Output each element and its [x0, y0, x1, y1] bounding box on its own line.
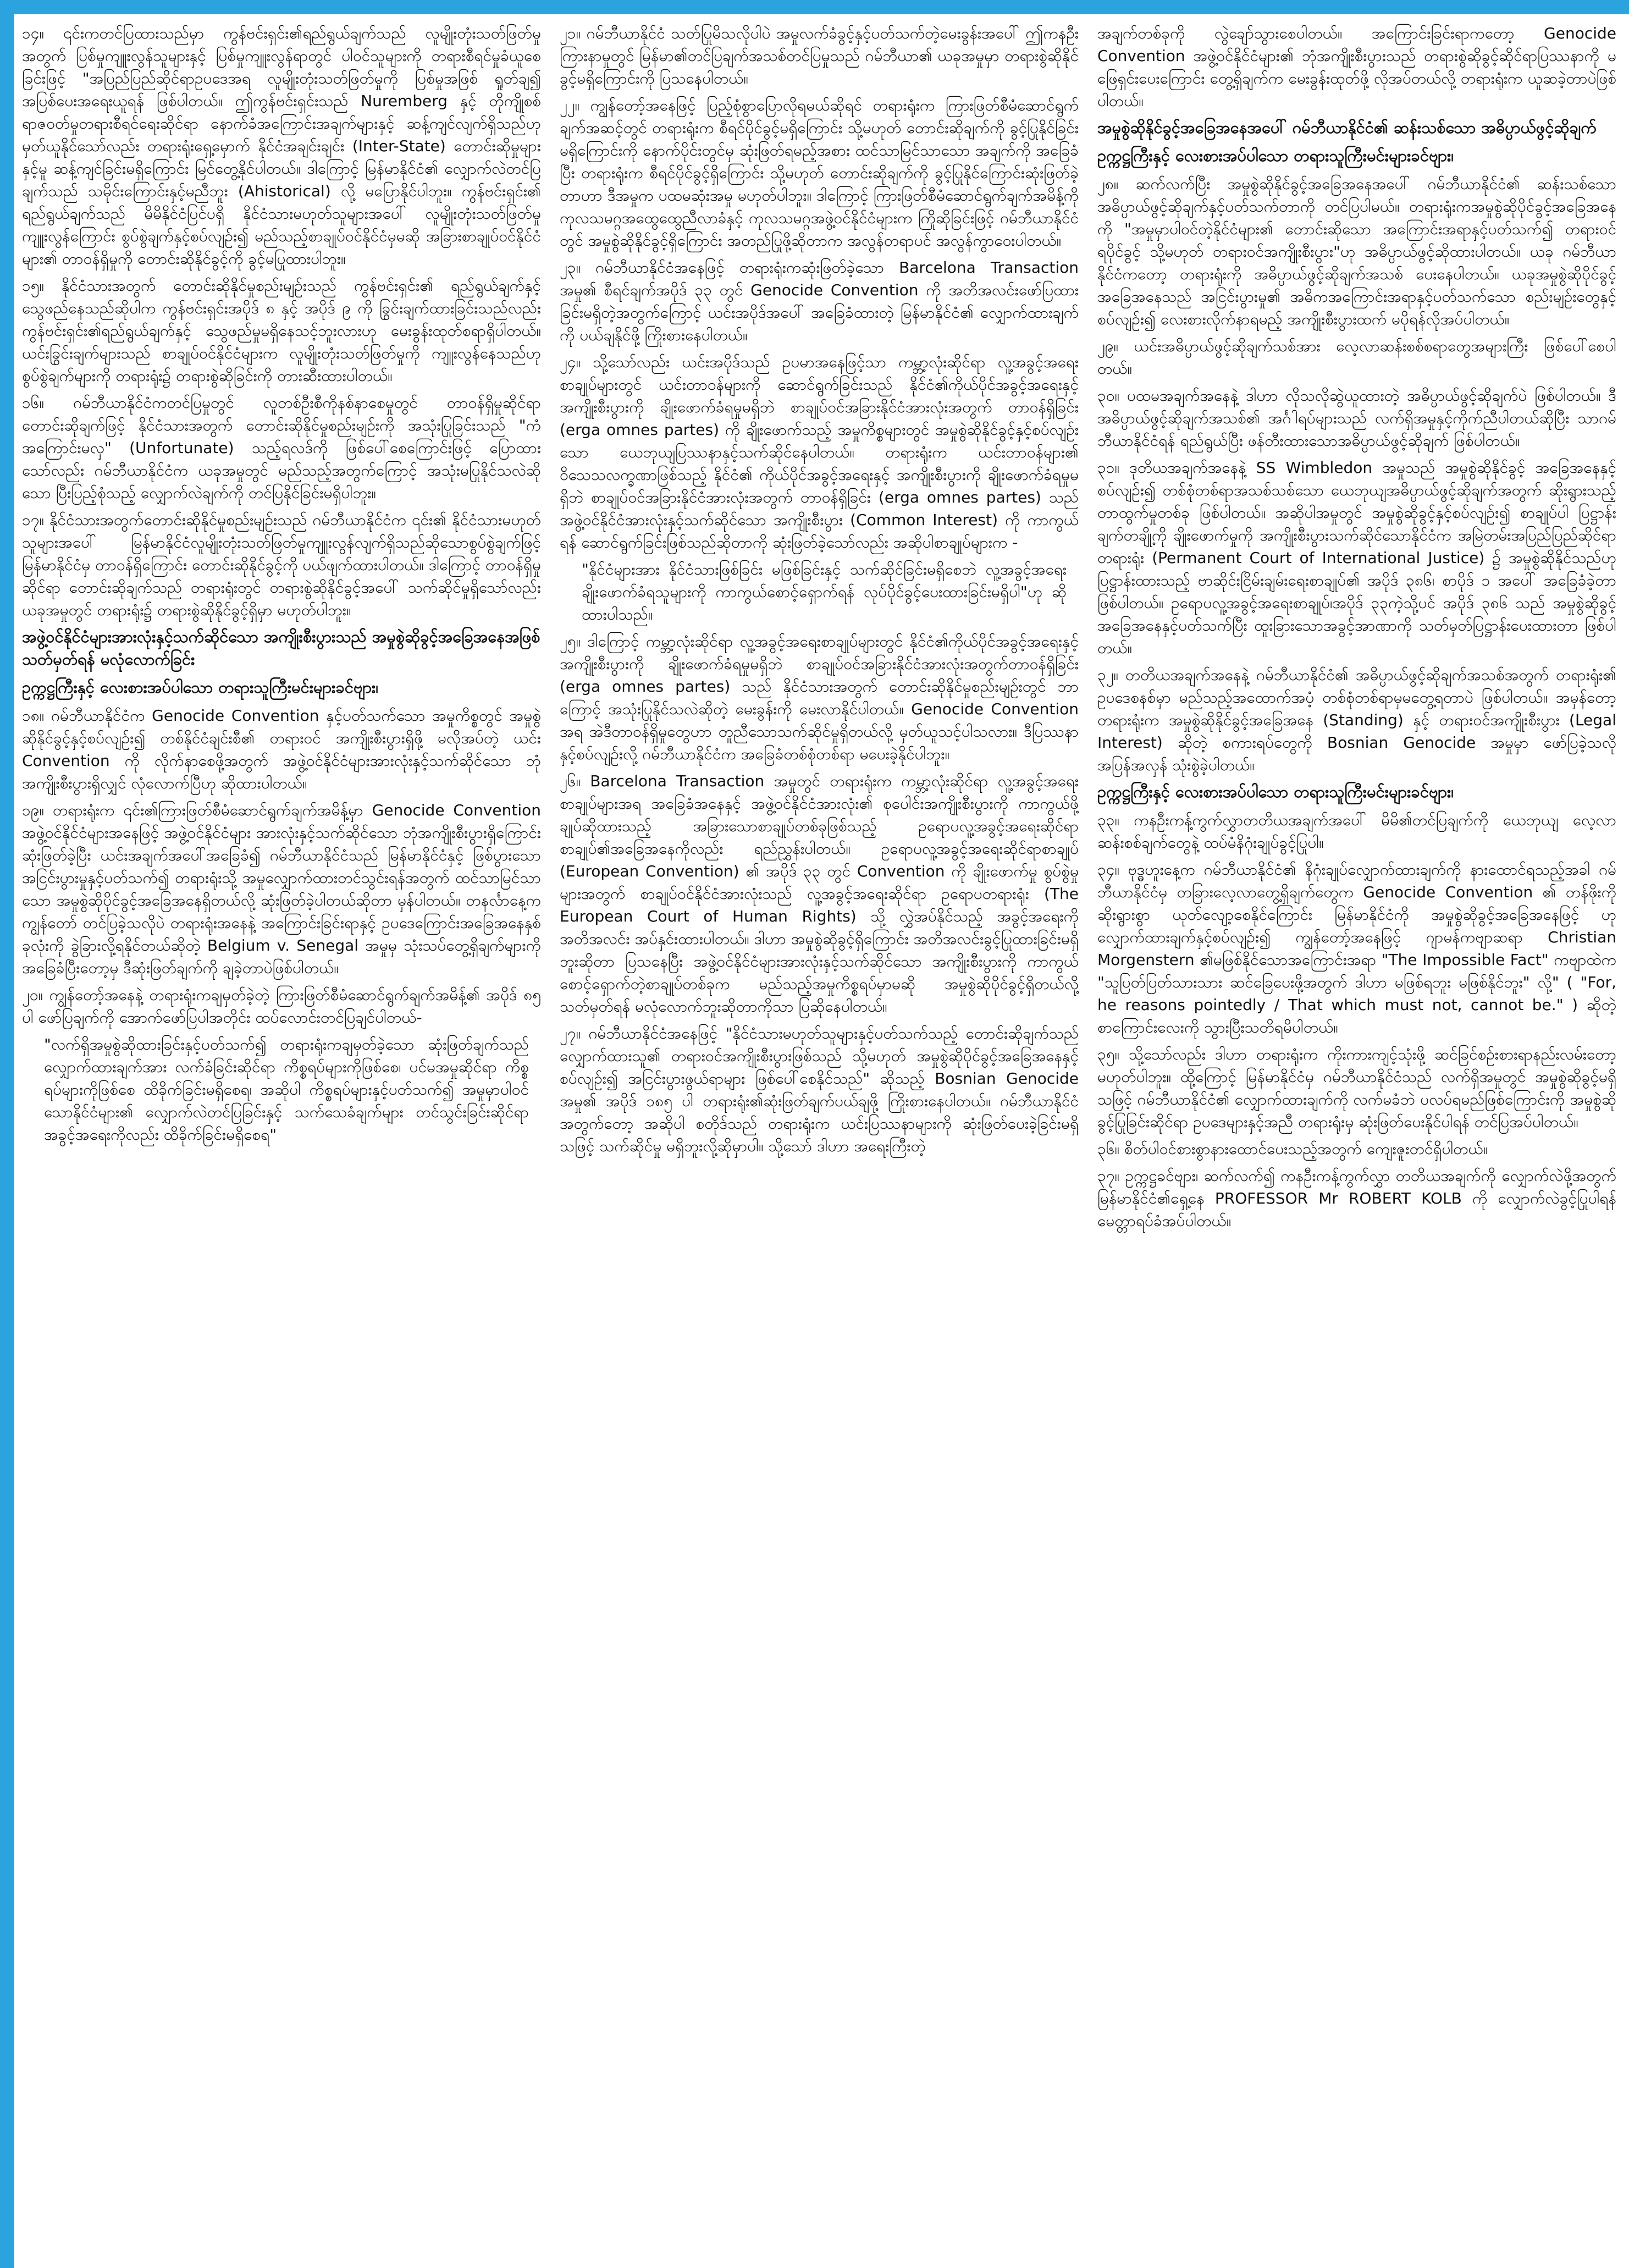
paragraph: ၂၁။ ဂမ်ဘီယာနိုင်ငံ သတ်ပြုမိသလိုပါပဲ အမှုလက်ခံခွင့်နှင့်ပတ်သက်တဲ့မေးခွန်းအပေါ် ဤကနဦးကြားနာမှုတွင် မြန်မာ၏တင်ပြချက်အသစ်တင်ပြမှုသည် ဂမ်ဘီယာ၏ ယခုအမှုမှာ တရားစွဲဆိုနိုင်ခွင့်မရှိကြောင်းကို ပြသနေပါတယ်။: [560, 24, 1079, 87]
paragraph: အချက်တစ်ခုကို လွဲချော်သွားစေပါတယ်။ အကြောင်းခြင်းရာကတော့ Genocide Convention အဖွဲ့ဝင်နိုင်ငံများ၏ ဘုံအကျိုးစီးပွားသည် တရားစွဲဆိုခွင့်ဆိုင်ရာပြဿနာကို မဖြေရှင်းပေးကြောင်း တွေ့ရှိချက်က မေးခွန်းထုတ်ဖို့ လိုအပ်တယ်လို့ တရားရုံးက ယူဆခဲ့တာပဲဖြစ်ပါတယ်။: [1097, 24, 1616, 110]
section-heading: အမှုစွဲဆိုနိုင်ခွင့်အခြေအနေအပေါ် ဂမ်ဘီယာနိုင်ငံ၏ ဆန်းသစ်သော အဓိပ္ပာယ်ဖွင့်ဆိုချက်: [1097, 118, 1597, 137]
paragraph: ၂၅။ ဒါကြောင့် ကမ္ဘာ့လုံးဆိုင်ရာ လူ့အခွင့်အရေးစာချုပ်များတွင် နိုင်ငံ၏ကိုယ်ပိုင်အခွင့်အရေးနှင့် အကျိုးစီးပွားကို ချိုးဖောက်ခံရမှုမရှိဘဲ စာချုပ်ဝင်အခြားနိုင်ငံအားလုံးအတွက်တာဝန်ရှိခြင်း (erga omnes partes) သည် နိုင်ငံသားအတွက် တောင်းဆိုနိုင်မှုစည်းမျဉ်းတွင် ဘာကြောင့် အသုံးပြုနိုင်သလဲဆိုတဲ့ မေးခွန်းကို မေးလာနိုင်ပါတယ်။ Genocide Convention အရ အဲဒီတာဝန်ရှိမှုတွေဟာ တူညီသောသက်ဆိုင်မှုရှိတယ်လို့ မှတ်ယူသင့်ပါသလား။ ဒီပြဿနာနှင့်စပ်လျဉ်းလို့ ဂမ်ဘီယာနိုင်ငံက အခြေခံတစ်စုံတစ်ရာ မပေးခဲ့နိုင်ပါဘူး။: [560, 632, 1079, 763]
top-accent-bar: [0, 0, 1629, 14]
paragraph: ၃၂။ တတိယအချက်အနေနဲ့ ဂမ်ဘီယာနိုင်ငံ၏ အဓိပ္ပာယ်ဖွင့်ဆိုချက်အသစ်အတွက် တရားရုံး၏ ဥပဒေစနစ်မှာ မည်သည့်အထောက်အပံ့ တစ်စုံတစ်ရာမှမတွေ့ရတာပဲ ဖြစ်ပါတယ်။ အမှန်တော့ တရားရုံးက အမှုစွဲဆိုနိုင်ခွင့်အခြေအနေ (Standing) နှင့် တရားဝင်အကျိုးစီးပွား (Legal Interest) ဆိုတဲ့ စကားရပ်တွေကို Bosnian Genocide အမှုမှာ ဖော်ပြခဲ့သလို အပြန်အလှန် သုံးစွဲခဲ့ပါတယ်။: [1097, 666, 1616, 774]
paragraph: ၃၄။ ဗုဒ္ဓဟူးနေ့က ဂမ်ဘီယာနိုင်ငံ၏ နိဂုံးချုပ်လျှောက်ထားချက်ကို နားထောင်ရသည့်အခါ ဂမ်ဘီယာနိုင်ငံမှ တခြားလေ့လာတွေ့ရှိချက်တွေက Genocide Convention ၏ တန်ဖိုးကို ဆိုးရွားစွာ ယုတ်လျော့စေနိုင်ကြောင်း မြန်မာနိုင်ငံကို အမှုစွဲဆိုခွင့်အခြေအနေဖြင့် ဟု လျှောက်ထားချက်နှင့်စပ်လျဉ်း၍ ကျွန်တော့်အနေဖြင့် ဂျာမန်ကဗျာဆရာ Christian Morgenstern ၏မဖြစ်နိုင်သောအကြောင်းအရာ "The Impossible Fact" ကဗျာထဲက "သူပြတ်ပြတ်သားသား ဆင်ခြေပေးဖို့အတွက် ဒါဟာ မဖြစ်ရဘူး မဖြစ်နိုင်ဘူး" လို့" ( "For, he reasons pointedly / That which must not, cannot be." ) ဆိုတဲ့ စာကြောင်းလေးကို သွားပြီးသတိရမိပါတယ်။: [1097, 860, 1616, 1036]
text-column-1: [22, 22, 541, 2260]
paragraph: ၃၀။ ပထမအချက်အနေနဲ့ ဒါဟာ လိုသလိုဆွဲယူထားတဲ့ အဓိပ္ပာယ်ဖွင့်ဆိုချက်ပဲ ဖြစ်ပါတယ်။ ဒီအဓိပ္ပာယ်ဖွင့်ဆိုချက်အသစ်၏ အင်္ဂါရပ်များသည် လက်ရှိအမှုနှင့်ကိုက်ညီပါတယ်ဆိုပြီး သာဂမ်ဘီယာနိုင်ငံရန် ရည်ရွယ်ပြီး ဖန်တီးထားသောအဓိပ္ပာယ်ဖွင့်ဆိုချက် ဖြစ်ပါတယ်။: [1097, 387, 1616, 450]
paragraph: ၂၃။ ဂမ်ဘီယာနိုင်ငံအနေဖြင့် တရားရုံးကဆုံးဖြတ်ခဲ့သော Barcelona Transaction အမှု၏ စီရင်ချက်အပိုဒ် ၃၃ တွင် Genocide Convention ကို အတိအလင်းဖော်ပြထားခြင်းမရှိတဲ့အတွက်ကြောင့် ယင်းအပိုဒ်အပေါ် အခြေခံထားတဲ့ မြန်မာနိုင်ငံ၏ လျှောက်ထားချက်ကို ပယ်ချနိုင်ဖို့ ကြိုးစားနေပါတယ်။: [560, 258, 1079, 344]
paragraph: ၁၄။ ၎င်းကတင်ပြထားသည်မှာ ကွန်ဗင်းရှင်း၏ရည်ရွယ်ချက်သည် လူမျိုးတုံးသတ်ဖြတ်မှုအတွက် ပြစ်မှုကျူးလွန်သူများနှင့် ပြစ်မှုကျူးလွန်ရာတွင် ပါဝင်သူများကို တရားစီရင်မှုခံယူစေခြင်းဖြင့် "အပြည်ပြည်ဆိုင်ရာဥပဒေအရ လူမျိုးတုံးသတ်ဖြတ်မှုကို ပြစ်မှုအဖြစ် ရှုတ်ချ၍ အပြစ်ပေးအရေးယူရန် ဖြစ်ပါတယ်။ ဤကွန်ဗင်းရှင်းသည် Nuremberg နှင့် တိုကျိုစစ်ရာဇဝတ်မှုတရားစီရင်ရေးဆိုင်ရာ နောက်ခံအကြောင်းအချက်များနှင့် ဆန့်ကျင်လျက်ရှိသည်ဟု မှတ်ယူနိုင်သော်လည်း တရားရုံးရှေ့မှောက် နိုင်ငံအချင်းချင်း (Inter-State) တောင်းဆိုမှုများနှင့်မူ ဆန့်ကျင်ခြင်းမရှိကြောင်း မြင်တွေ့နိုင်ပါတယ်။ ဒါကြောင့် မြန်မာနိုင်ငံ၏ လျှောက်လဲတင်ပြချက်သည် သမိုင်းကြောင်းနှင့်မညီဘူး (Ahistorical) လို့ မပြောနိုင်ပါဘူး။ ကွန်ဗင်းရှင်း၏ ရည်ရွယ်ချက်သည် မိမိနိုင်ငံပြင်ပရှိ နိုင်ငံသားမဟုတ်သူများအပေါ် လူမျိုးတုံးသတ်ဖြတ်မှုကျူးလွန်ကြောင်း စွပ်စွဲချက်နှင့်စပ်လျဉ်း၍ မည်သည့်စာချုပ်ဝင်နိုင်ငံမှမဆို အခြားစာချုပ်ဝင်နိုင်ငံများ၏ တာဝန်ရှိမှုကို တောင်းဆိုနိုင်ခွင့်ကို ခွင့်မပြုထားပါဘူး။: [22, 24, 541, 268]
paragraph: ၁၉။ တရားရုံးက ၎င်း၏ကြားဖြတ်စီမံဆောင်ရွက်ချက်အမိန့်မှာ Genocide Convention အဖွဲ့ဝင်နိုင်ငံများအနေဖြင့် အဖွဲ့ဝင်နိုင်ငံများ အားလုံးနှင့်သက်ဆိုင်သော ဘုံအကျိုးစီးပွားရှိကြောင်း ဆုံးဖြတ်ခဲ့ပြီး ယင်းအချက်အပေါ်အခြေခံ၍ ဂမ်ဘီယာနိုင်ငံသည် မြန်မာနိုင်ငံနှင့် ဖြစ်ပွားသော အငြင်းပွားမှုနှင့်ပတ်သက်၍ တရားရုံးသို့ အမှုလျှောက်ထားတင်သွင်းရန်အတွက် ထင်သာမြင်သာသော အမှုစွဲဆိုပိုင်ခွင့်အခြေအနေရှိတယ်လို့ ဆုံးဖြတ်ခဲ့ပါတယ်ဆိုတာ မှန်ပါတယ်။ တနင်္လာနေ့က ကျွန်တော် တင်ပြခဲ့သလိုပဲ တရားရုံးအနေနဲ့ အကြောင်းခြင်းရာနှင့် ဥပဒေကြောင်းအခြေအနေနှစ်ခုလုံးကို ခွဲခြားလို့ရနိုင်တယ်ဆိုတဲ့ Belgium v. Senegal အမှုမှ သုံးသပ်တွေ့ရှိချက်များကို အခြေခံပြီးတော့မှ ဒီဆုံးဖြတ်ချက်ကို ချခဲ့တာပဲဖြစ်ပါတယ်။: [22, 801, 541, 977]
paragraph: ၃၇။ ဥက္ကဋ္ဌခင်ဗျား၊ ဆက်လက်၍ ကနဦးကန့်ကွက်လွှာ တတိယအချက်ကို လျှောက်လဲဖို့အတွက် မြန်မာနိုင်ငံ၏ရှေ့နေ PROFESSOR Mr ROBERT KOLB ကို လျှောက်လဲခွင့်ပြုပါရန် မေတ္တာရပ်ခံအပ်ပါတယ်။: [1097, 1167, 1616, 1230]
paragraph: ၂၈။ ဆက်လက်ပြီး အမှုစွဲဆိုနိုင်ခွင့်အခြေအနေအပေါ် ဂမ်ဘီယာနိုင်ငံ၏ ဆန်းသစ်သော အဓိပ္ပာယ်ဖွင့်ဆိုချက်နှင့်ပတ်သက်တာကို တင်ပြပါမယ်။ တရားရုံးကအမှုစွဲဆိုပိုင်ခွင့်အခြေအနေကို "အမှုမှာပါဝင်တဲ့နိုင်ငံများ၏ တောင်းဆိုသော အကြောင်းအရာနှင့်ပတ်သက်၍ တရားဝင်ရပိုင်ခွင့် သို့မဟုတ် တရားဝင်အကျိုးစီးပွား"ဟု အဓိပ္ပာယ်ဖွင့်ဆိုထားပါတယ်။ ယခု ဂမ်ဘီယာနိုင်ငံကတော့ တရားရုံးကို အဓိပ္ပာယ်ဖွင့်ဆိုချက်အသစ် ပေးနေပါတယ်။ ယခုအမှုစွဲဆိုပိုင်ခွင့်အခြေအနေသည် အငြင်းပွားမှု၏ အဓိကအကြောင်းအရာနှင့်ပတ်သက်သော စည်းမျဉ်းတွေနှင့်စပ်လျဉ်း၍ လေးစားလိုက်နာရမည့် အကျိုးစီးပွားထက် မပိုရန်လိုအပ်ပါတယ်။: [1097, 175, 1616, 328]
section-heading: ဥက္ကဋ္ဌကြီးနှင့် လေးစားအပ်ပါသော တရားသူကြီးမင်းများခင်ဗျား၊: [1097, 146, 1454, 165]
paragraph: ၂၆။ Barcelona Transaction အမှုတွင် တရားရုံးက ကမ္ဘာ့လုံးဆိုင်ရာ လူ့အခွင့်အရေးစာချုပ်များအရ အခြေခံအနေနှင့် အဖွဲ့ဝင်နိုင်ငံအားလုံး၏ စုပေါင်းအကျိုးစီးပွားကို ကာကွယ်ဖို့ ချုပ်ဆိုထားသည့် အခြားသောစာချုပ်တစ်ခုဖြစ်သည့် ဥရောပလူ့အခွင့်အရေးဆိုင်ရာ စာချုပ်၏အခြေအနေကိုလည်း ရည်ညွှန်းပါတယ်။ ဥရောပလူ့အခွင့်အရေးဆိုင်ရာစာချုပ် (European Convention) ၏ အပိုဒ် ၃၃ တွင် Convention ကို ချိုးဖောက်မှု စွပ်စွဲမှုများအတွက် စာချုပ်ဝင်နိုင်ငံအားလုံးသည် လူ့အခွင့်အရေးဆိုင်ရာ ဥရောပတရားရုံး (The European Court of Human Rights) သို့ လွှဲအပ်နိုင်သည့် အခွင့်အရေးကို အတိအလင်း အပ်နှင်းထားပါတယ်။ ဒါဟာ အမှုစွဲဆိုခွင့်ရှိကြောင်း အတိအလင်းခွင့်ပြုထားခြင်းမရှိဘူးဆိုတာ ပြသနေပြီး အဖွဲ့ဝင်နိုင်ငံများအားလုံးနှင့်သက်ဆိုင်သော အကျိုးစီးပွားကို ကာကွယ်စောင့်ရှောက်တဲ့စာချုပ်တစ်ခုက မည်သည့်အမှုကိစ္စရပ်မှာမဆို အမှုစွဲဆိုပိုင်ခွင့်ရှိတယ်လို့ သတ်မှတ်ရန် မလုံလောက်ဘူးဆိုတာကိုသာ ပြဆိုနေပါတယ်။: [560, 772, 1079, 1016]
text-column-3: [1097, 22, 1616, 2260]
paragraph: ၂၄။ သို့သော်လည်း ယင်းအပိုဒ်သည် ဥပမာအနေဖြင့်သာ ကမ္ဘာ့လုံးဆိုင်ရာ လူ့အခွင့်အရေးစာချုပ်များတွင် ယင်းတာဝန်များကို ဆောင်ရွက်ခြင်းသည် နိုင်ငံ၏ကိုယ်ပိုင်အခွင့်အရေးနှင့် အကျိုးစီးပွားကို ချိုးဖောက်ခံရမှုမရှိဘဲ စာချုပ်ဝင်အခြားနိုင်ငံအားလုံးအတွက် တာဝန်ရှိခြင်း (erga omnes partes) ကို ချိုးဖောက်သည့် အမှုကိစ္စများတွင် အမှုစွဲဆိုနိုင်ခွင့်နှင့်စပ်လျဉ်းသော ယေဘုယျပြဿနာနှင့်သက်ဆိုင်နေပါတယ်။ တရားရုံးက ယင်းတာဝန်များ၏ ဝိသေသလက္ခဏာဖြစ်သည့် နိုင်ငံ၏ ကိုယ်ပိုင်အခွင့်အရေးနှင့် အကျိုးစီးပွားကို ချိုးဖောက်ခံရမှုမရှိဘဲ စာချုပ်ဝင်အခြားနိုင်ငံအားလုံးအတွက် တာဝန်ရှိခြင်း (erga omnes partes) သည် အဖွဲ့ဝင်နိုင်ငံအားလုံးနှင့်သက်ဆိုင်သော အကျိုးစီးပွား (Common Interest) ကို ကာကွယ်ရန် ဆောင်ရွက်ခြင်းဖြစ်သည်ဆိုတာကို ဆုံးဖြတ်ခဲ့သော်လည်း အဆိုပါစာချုပ်များက -: [560, 353, 1079, 551]
document-page: [22, 22, 1616, 2260]
block-quote: "နိုင်ငံများအား နိုင်ငံသားဖြစ်ခြင်း မဖြစ်ခြင်းနှင့် သက်ဆိုင်ခြင်းမရှိစေဘဲ လူ့အခွင့်အရေးချိုးဖောက်ခံရသူများကို ကာကွယ်စောင့်ရှောက်ရန် လုပ်ပိုင်ခွင့်ပေးထားခြင်းမရှိပါ"ဟု ဆိုထားပါသည်။: [582, 560, 1067, 623]
paragraph: ၃၁။ ဒုတိယအချက်အနေနဲ့ SS Wimbledon အမှုသည် အမှုစွဲဆိုနိုင်ခွင့် အခြေအနေနှင့်စပ်လျဉ်း၍ တစ်စုံတစ်ရာအသစ်သစ်သော ယေဘုယျအဓိပ္ပာယ်ဖွင့်ဆိုချက်အတွက် ဆိုးရွားသည့် တာထွက်မှုတစ်ခု ဖြစ်ပါတယ်။ အဆိုပါအမှုတွင် အမှုစွဲဆိုခွင့်နှင့်စပ်လျဉ်း၍ စာချုပ်ပါ ပြဋ္ဌာန်းချက်တချို့ကို ချိုးဖောက်မှုကို အကျိုးစီးပွားသက်ဆိုင်သောနိုင်ငံက အမြဲတမ်းအပြည်ပြည်ဆိုင်ရာတရားရုံး (Permanent Court of International Justice) ၌ အမှုစွဲဆိုနိုင်သည်ဟု ပြဋ္ဌာန်းထားသည့် ဗာဆိုင်းငြိမ်းချမ်းရေးစာချုပ်၏ အပိုဒ် ၃၈၆၊ စာပိုဒ် ၁ အပေါ် အခြေခံခဲ့တာ ဖြစ်ပါတယ်။ ဥရောပလူ့အခွင့်အရေးစာချုပ်၊အပိုဒ် ၃၃ကဲ့သို့ပင် အပိုဒ် ၃၈၆ သည် အမှုစွဲဆိုခွင့်အခြေအနေနှင့်ပတ်သက်ပြီး ထူးခြားသောအခွင့်အာဏာကို သတ်မှတ်ပြဋ္ဌာန်းပေးထားတာ ဖြစ်ပါတယ်။: [1097, 459, 1616, 657]
section-heading: ဥက္ကဋ္ဌကြီးနှင့် လေးစားအပ်ပါသော တရားသူကြီးမင်းများခင်ဗျား၊: [22, 678, 378, 697]
block-quote: "လက်ရှိအမှုစွဲဆိုထားခြင်းနှင့်ပတ်သက်၍ တရားရုံးကချမှတ်ခဲ့သော ဆုံးဖြတ်ချက်သည် လျှောက်ထားချက်အား လက်ခံခြင်းဆိုင်ရာ ကိစ္စရပ်များကိုဖြစ်စေ၊ ပင်မအမှုဆိုင်ရာ ကိစ္စရပ်များကိုဖြစ်စေ ထိခိုက်ခြင်းမရှိစေရ၊ အဆိုပါ ကိစ္စရပ်များနှင့်ပတ်သက်၍ အမှုမှာပါဝင်သောနိုင်ငံများ၏ လျှောက်လဲတင်ပြခြင်းနှင့် သက်သေခံချက်များ တင်သွင်းခြင်းဆိုင်ရာ အခွင့်အရေးကိုလည်း ထိခိုက်ခြင်းမရှိစေရ": [44, 1035, 529, 1144]
paragraph: ၂၇။ ဂမ်ဘီယာနိုင်ငံအနေဖြင့် "နိုင်ငံသားမဟုတ်သူများနှင့်ပတ်သက်သည့် တောင်းဆိုချက်သည် လျှောက်ထားသူ၏ တရားဝင်အကျိုးစီးပွားဖြစ်သည် သို့မဟုတ် အမှုစွဲဆိုပိုင်ခွင့်အခြေအနေနှင့်စပ်လျဉ်း၍ အငြင်းပွားဖွယ်ရာများ ဖြစ်ပေါ်စေနိုင်သည်" ဆိုသည့် Bosnian Genocide အမှု၏ အပိုဒ် ၁၈၅ ပါ တရားရုံး၏ဆုံးဖြတ်ချက်ပယ်ချဖို့ ကြိုးစားနေပါတယ်။ ဂမ်ဘီယာနိုင်ငံအတွက်တော့ အဆိုပါ စတိုဒ်သည် တရားရုံးက ယင်းပြဿနာများကို ဆုံးဖြတ်ပေးခဲ့ခြင်းမရှိသဖြင့် သက်ဆိုင်မှု မရှိဘူးလို့ဆိုမှာပါ။ သို့သော် ဒါဟာ အရေးကြီးတဲ့: [560, 1024, 1079, 1155]
paragraph: ၃၃။ ကနဦးကန့်ကွက်လွှာတတိယအချက်အပေါ် မိမိ၏တင်ပြချက်ကို ယေဘုယျ လေ့လာဆန်းစစ်ချက်တွေနဲ့ ထပ်မံနိဂုံးချုပ်ခွင့်ပြုပါ။: [1097, 811, 1616, 852]
paragraph: ၁၅။ နိုင်ငံသားအတွက် တောင်းဆိုနိုင်မှုစည်းမျဉ်းသည် ကွန်ဗင်းရှင်း၏ ရည်ရွယ်ချက်နှင့် သွေဖည်နေသည်ဆိုပါက ကွန်ဗင်းရှင်းအပိုဒ် ၈ နှင့် အပိုဒ် ၉ ကို ခြွင်းချက်ထားခြင်းသည်လည်း ကွန်ဗင်းရှင်း၏ရည်ရွယ်ချက်နှင့် သွေဖည်မှုမရှိနေသင့်ဘူးလားဟု မေးခွန်းထုတ်စရာရှိပါတယ်။ ယင်းခြွင်းချက်များသည် စာချုပ်ဝင်နိုင်ငံများက လူမျိုးတုံးသတ်ဖြတ်မှုကို ကျူးလွန်နေသည်ဟု စွပ်စွဲချက်များကို တရားရုံး၌ တရားစွဲဆိုခြင်းကို တားဆီးထားပါတယ်။: [22, 277, 541, 385]
text-column-2: [560, 22, 1079, 2260]
paragraph: ၂၂။ ကျွန်တော့်အနေဖြင့် ပြည့်စုံစွာပြောလိုရမယ်ဆိုရင် တရားရုံးက ကြားဖြတ်စီမံဆောင်ရွက်ချက်အဆင့်တွင် တရားရုံးက စီရင်ပိုင်ခွင့်မရှိကြောင်း သို့မဟုတ် တောင်းဆိုချက်ကို ခွင့်ပြုနိုင်ခြင်း မရှိကြောင်းကို နောက်ပိုင်းတွင်မှ ဆုံးဖြတ်ရမည့်အစား ထင်သာမြင်သာသော အချက်ကို အခြေခံပြီး တရားရုံးက စီရင်ပိုင်ခွင့်ရှိကြောင်း သို့မဟုတ် တောင်းဆိုချက်ကို ခွင့်ပြုနိုင်ကြောင်းဆုံးဖြတ်ခဲ့တာဟာ ဒီအမှုက ပထမဆုံးအမှု မဟုတ်ပါဘူး။ ဒါကြောင့် ကြားဖြတ်စီမံဆောင်ရွက်ချက်အမိန့်ကို ကုလသမဂ္ဂအထွေထွေညီလာခံနှင့် ကုလသမဂ္ဂအဖွဲ့ဝင်နိုင်ငံများက ကြိုဆိုခြင်းဖြင့် ဂမ်ဘီယာနိုင်ငံတွင် အမှုစွဲဆိုနိုင်ခွင့်ရှိကြောင်း အတည်ပြုဖို့ဆိုတာက အလွန်တရာပင် အလွန်ကွာဝေးပါတယ်။: [560, 96, 1079, 250]
section-heading: အဖွဲ့ဝင်နိုင်ငံများအားလုံးနှင့်သက်ဆိုင်သော အကျိုးစီးပွားသည် အမှုစွဲဆိုခွင့်အခြေအနေအဖြစ် သတ်မှတ်ရန် မလုံလောက်ခြင်း: [22, 627, 540, 669]
paragraph: ၁၆။ ဂမ်ဘီယာနိုင်ငံကတင်ပြမှုတွင် လူတစ်ဦးစီကိုနစ်နာစေမှုတွင် တာဝန်ရှိမှုဆိုင်ရာ တောင်းဆိုချက်ဖြင့် နိုင်ငံသားအတွက် တောင်းဆိုနိုင်မှုစည်းမျဉ်းကို အသုံးပြုခြင်းသည် "ကံအကြောင်းမလှ" (Unfortunate) သည့်ရလဒ်ကို ဖြစ်ပေါ်စေကြောင်းဖြင့် ပြောထားသော်လည်း ဂမ်ဘီယာနိုင်ငံက ယခုအမှုတွင် မည်သည့်အတွက်ကြောင့် အသုံးမပြုနိုင်သလဲဆိုသော ပြီးပြည့်စုံသည့် လျှောက်လဲချက်ကို တင်ပြနိုင်ခြင်းမရှိပါဘူး။: [22, 394, 541, 502]
paragraph: ၂၉။ ယင်းအဓိပ္ပာယ်ဖွင့်ဆိုချက်သစ်အား လေ့လာဆန်းစစ်စရာတွေအများကြီး ဖြစ်ပေါ်စေပါတယ်။: [1097, 337, 1616, 378]
left-accent-bar: [0, 0, 14, 2268]
paragraph: ၂၀။ ကျွန်တော့်အနေနဲ့ တရားရုံးကချမှတ်ခဲ့တဲ့ ကြားဖြတ်စီမံဆောင်ရွက်ချက်အမိန့်၏ အပိုဒ် ၈၅ ပါ ဖော်ပြချက်ကို အောက်ဖော်ပြပါအတိုင်း ထပ်လောင်းတင်ပြချင်ပါတယ်-: [22, 986, 541, 1027]
paragraph: ၃၅။ သို့သော်လည်း ဒါဟာ တရားရုံးက ကိုးကားကျင့်သုံးဖို့ ဆင်ခြင်စဉ်းစားရာနည်းလမ်းတော့ မဟုတ်ပါဘူး။ ထို့ကြောင့် မြန်မာနိုင်ငံမှ ဂမ်ဘီယာနိုင်ငံသည် လက်ရှိအမှုတွင် အမှုစွဲဆိုခွင့်မရှိသဖြင့် ဂမ်ဘီယာနိုင်ငံ၏ လျှောက်ထားချက်ကို လက်မခံဘဲ ပလပ်ရမည်ဖြစ်ကြောင်းကို အမှုစွဲဆိုခွင့်ပြုခြင်းဆိုင်ရာ ဥပဒေများနှင့်အညီ တရားရုံးမှ ဆုံးဖြတ်ပေးနိုင်ပါရန် တင်ပြအပ်ပါတယ်။: [1097, 1045, 1616, 1131]
section-heading: ဥက္ကဋ္ဌကြီးနှင့် လေးစားအပ်ပါသော တရားသူကြီးမင်းများခင်ဗျား၊: [1097, 782, 1454, 801]
paragraph: ၁၇။ နိုင်ငံသားအတွက်တောင်းဆိုနိုင်မှုစည်းမျဉ်းသည် ဂမ်ဘီယာနိုင်ငံက ၎င်း၏ နိုင်ငံသားမဟုတ်သူများအပေါ် မြန်မာနိုင်ငံလူမျိုးတုံးသတ်ဖြတ်မှုကျူးလွန်လျက်ရှိသည်ဆိုသောစွပ်စွဲချက်ဖြင့် မြန်မာနိုင်ငံမှ တာဝန်ရှိကြောင်း တောင်းဆိုနိုင်ခွင့်ကို ပယ်ဖျက်ထားပါတယ်။ ဒါကြောင့် တာဝန်ရှိမှုဆိုင်ရာ တောင်းဆိုချက်သည် တရားရုံးတွင် တရားစွဲဆိုနိုင်ခွင့်အပေါ် သက်ဆိုင်မှုရှိသော်လည်း ယခုအမှုတွင် တရားရုံး၌ တရားစွဲဆိုနိုင်ခွင့်ရှိမှာ မဟုတ်ပါဘူး။: [22, 511, 541, 619]
paragraph: ၁၈။ ဂမ်ဘီယာနိုင်ငံက Genocide Convention နှင့်ပတ်သက်သော အမှုကိစ္စတွင် အမှုစွဲဆိုနိုင်ခွင့်နှင့်စပ်လျဉ်း၍ တစ်နိုင်ငံချင်းစီ၏ တရားဝင် အကျိုးစီးပွားရှိဖို့ မလိုအပ်တဲ့ ယင်း Convention ကို လိုက်နာစေဖို့အတွက် အဖွဲ့ဝင်နိုင်ငံများအားလုံးနှင့်သက်ဆိုင်သော ဘုံအကျိုးစီးပွားရှိလျှင် လုံလောက်ပြီဟု ဆိုထားပါတယ်။: [22, 707, 541, 792]
paragraph: ၃၆။ စိတ်ပါဝင်စားစွာနားထောင်ပေးသည့်အတွက် ကျေးဇူးတင်ရှိပါတယ်။: [1097, 1140, 1488, 1158]
